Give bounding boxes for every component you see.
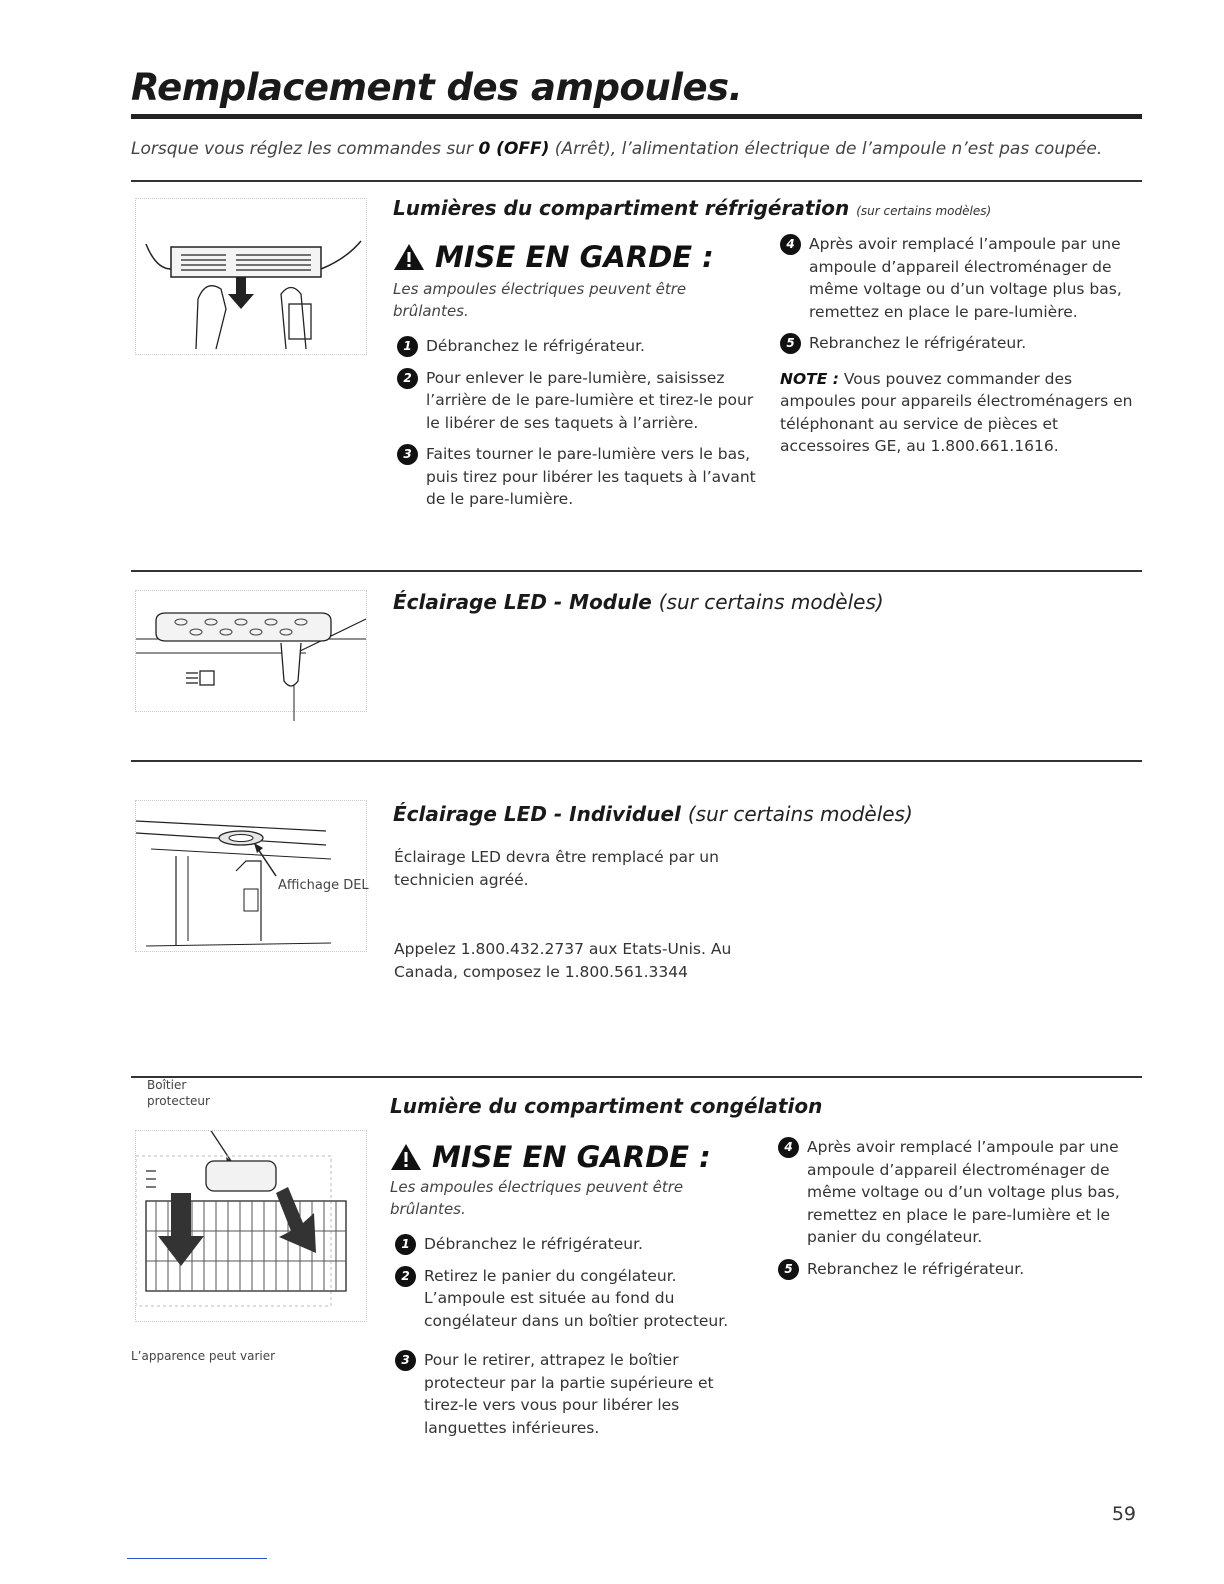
freezer-step-1: 1 Débranchez le réfrigérateur.: [395, 1233, 740, 1256]
step-number-icon: 1: [397, 336, 418, 357]
step-number-icon: 3: [395, 1350, 416, 1371]
led-module-illustration: [135, 590, 367, 712]
led-module-drawing: [136, 591, 366, 721]
fridge-step-1: 1 Débranchez le réfrigérateur.: [397, 335, 762, 358]
fridge-steps-right: [780, 233, 1140, 458]
fridge-note: NOTE : Vous pouvez commander des ampoules pour appareils électroménagers en téléphonant au service de pièces et accessoires GE, au 1.800.661.1616.: [780, 369, 1133, 455]
footer-link-line: [127, 1558, 267, 1559]
fridge-steps-left: [397, 335, 762, 511]
page-title: Remplacement des ampoules.: [131, 66, 743, 109]
apparence-caption: L’apparence peut varier: [131, 1349, 276, 1363]
fridge-step-2: 2 Pour enlever le pare-lumière, saisissez l’arrière de le pare-lumière et tirez-le pour le libérer de ses taquets à l’arrière.: [397, 367, 762, 435]
light-shield-illustration: [135, 198, 367, 355]
section-rule: [131, 180, 1142, 182]
led-module-title: Éclairage LED - Module (sur certains modèles): [393, 590, 884, 614]
step-number-icon: 5: [778, 1259, 799, 1280]
fridge-step-3: 3 Faites tourner le pare-lumière vers le bas, puis tirez pour libérer les taquets à l’avant de le pare-lumière.: [397, 443, 762, 511]
freezer-illustration: [135, 1130, 367, 1322]
led-individual-illustration: [135, 800, 367, 952]
freezer-warning-text: Les ampoules électriques peuvent être brûlantes.: [390, 1178, 684, 1218]
step-number-icon: 5: [780, 333, 801, 354]
freezer-step-3: 3 Pour le retirer, attrapez le boîtier protecteur par la partie supérieure et tirez-le vers vous pour libérer les languettes inférieures.: [395, 1349, 740, 1439]
section-rule: [131, 760, 1142, 762]
step-number-icon: 4: [778, 1137, 799, 1158]
freezer-steps-right: [778, 1136, 1138, 1280]
step-number-icon: 1: [395, 1234, 416, 1255]
title-rule: [131, 114, 1142, 119]
led-individual-text1: Éclairage LED devra être remplacé par un technicien agréé.: [394, 848, 719, 889]
step-number-icon: 4: [780, 234, 801, 255]
fridge-step-5: 5 Rebranchez le réfrigérateur.: [780, 332, 1140, 355]
freezer-step-4: 4 Après avoir remplacé l’ampoule par une ampoule d’appareil électroménager de même voltage ou d’un voltage plus bas, remettez en place le pare-lumière et le panier du congélateur.: [778, 1136, 1138, 1249]
section-rule: [131, 1076, 1142, 1078]
section-rule: [131, 570, 1142, 572]
freezer-step-5: 5 Rebranchez le réfrigérateur.: [778, 1258, 1138, 1281]
led-individual-text2: Appelez 1.800.432.2737 aux Etats-Unis. Au Canada, composez le 1.800.561.3344: [394, 940, 732, 981]
freezer-steps-left: [395, 1233, 740, 1439]
freezer-section-title: Lumière du compartiment congélation: [390, 1094, 823, 1118]
freezer-drawing: [136, 1131, 366, 1321]
boitier-protecteur-label: Boîtier protecteur: [147, 1078, 210, 1108]
affichage-del-label: Affichage DEL: [278, 878, 369, 893]
warning-icon: [390, 1143, 422, 1171]
fridge-section-title: Lumières du compartiment réfrigération (sur certains modèles): [393, 196, 992, 220]
warning-icon: [393, 243, 425, 271]
step-number-icon: 3: [397, 444, 418, 465]
fridge-warning: MISE EN GARDE :: [393, 240, 714, 274]
fridge-warning-text: Les ampoules électriques peuvent être brûlantes.: [393, 280, 687, 320]
freezer-step-2: 2 Retirez le panier du congélateur. L’ampoule est située au fond du congélateur dans un boîtier protecteur.: [395, 1265, 740, 1333]
step-number-icon: 2: [395, 1266, 416, 1287]
led-individual-title: Éclairage LED - Individuel (sur certains modèles): [393, 802, 913, 826]
step-number-icon: 2: [397, 368, 418, 389]
fridge-step-4: 4 Après avoir remplacé l’ampoule par une ampoule d’appareil électroménager de même voltage ou d’un voltage plus bas, remettez en place le pare-lumière.: [780, 233, 1140, 323]
page-number: 59: [1111, 1503, 1136, 1525]
freezer-warning: MISE EN GARDE :: [390, 1140, 711, 1174]
led-individual-drawing: [136, 801, 366, 951]
light-shield-drawing: [136, 199, 366, 354]
intro-text: Lorsque vous réglez les commandes sur 0 (OFF) (Arrêt), l’alimentation électrique de l’ampoule n’est pas coupée.: [131, 139, 1103, 159]
